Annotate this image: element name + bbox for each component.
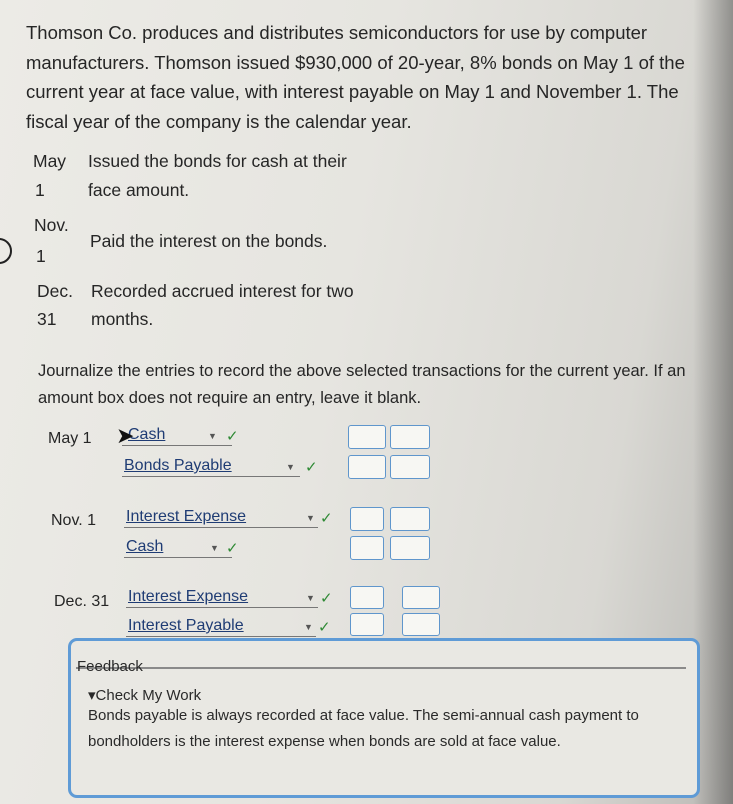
instructions-text: Journalize the entries to record the above selected transactions for the current year. If an amount box does not require an entry, leave it blank.: [38, 362, 686, 407]
debit-account-select[interactable]: [122, 425, 232, 446]
dropdown-arrow-icon: ▼: [306, 513, 315, 523]
check-icon: ✓: [318, 619, 331, 636]
debit-amount-input[interactable]: [350, 536, 384, 560]
debit-account-value: Cash: [128, 426, 166, 443]
tx-description: Issued the bonds for cash at their: [88, 151, 347, 171]
credit-amount-input[interactable]: [390, 536, 430, 560]
tx-description-cont: face amount.: [88, 180, 190, 200]
tx-description: Recorded accrued interest for two: [91, 281, 354, 301]
tx-date-month: Nov.: [34, 215, 69, 235]
tx-date-month: Dec.: [37, 281, 73, 301]
credit-account-select[interactable]: [124, 537, 232, 558]
credit-account-select[interactable]: [126, 616, 316, 637]
tx-description: Paid the interest on the bonds.: [90, 231, 328, 251]
dropdown-arrow-icon: ▼: [286, 462, 295, 472]
credit-account-value: Interest Payable: [128, 617, 244, 634]
debit-account-select[interactable]: [126, 587, 318, 608]
credit-amount-input[interactable]: [390, 425, 430, 449]
credit-amount-input[interactable]: [390, 455, 430, 479]
feedback-divider: [76, 667, 686, 669]
credit-amount-input[interactable]: [402, 586, 440, 609]
check-icon: ✓: [305, 459, 318, 476]
debit-amount-input[interactable]: [350, 507, 384, 531]
dropdown-arrow-icon: ▼: [208, 431, 217, 441]
check-icon: ✓: [320, 510, 333, 527]
debit-amount-input[interactable]: [348, 425, 386, 449]
entry-date: Dec. 31: [54, 593, 110, 610]
mouse-cursor-icon: ➤: [116, 423, 135, 448]
feedback-title: Feedback: [77, 658, 143, 675]
tx-description-cont: months.: [91, 309, 154, 329]
debit-amount-input[interactable]: [350, 586, 384, 609]
check-icon: ✓: [226, 428, 239, 445]
problem-statement: Thomson Co. produces and distributes semiconductors for use by computer manufacturers. Thomson issued $930,000 of 20-year, 8% bonds on May 1 of the current year at face value, with interest payable on May 1 and November 1. The fiscal year of the company is the calendar year.: [26, 22, 685, 132]
debit-amount-input[interactable]: [348, 455, 386, 479]
partial-circle-icon: [0, 238, 12, 264]
debit-account-value: Interest Expense: [126, 508, 247, 525]
entry-date: May 1: [48, 430, 92, 447]
credit-account-value: Cash: [126, 538, 164, 555]
check-icon: ✓: [226, 540, 239, 557]
debit-amount-input[interactable]: [350, 613, 384, 636]
dropdown-arrow-icon: ▼: [304, 622, 313, 632]
credit-amount-input[interactable]: [402, 613, 440, 636]
dropdown-arrow-icon: ▼: [306, 593, 315, 603]
tx-date-day: 1: [36, 246, 46, 266]
entry-date: Nov. 1: [51, 512, 97, 529]
credit-account-value: Bonds Payable: [124, 457, 232, 474]
debit-account-select[interactable]: [124, 507, 318, 528]
debit-account-value: Interest Expense: [128, 588, 249, 605]
credit-account-select[interactable]: [122, 456, 300, 477]
tx-date-month: May: [33, 151, 67, 171]
feedback-text: Bonds payable is always recorded at face value. The semi-annual cash payment to bondholders is the interest expense when bonds are sold at face value.: [88, 707, 639, 750]
tx-date-day: 31: [37, 309, 57, 329]
check-icon: ✓: [320, 590, 333, 607]
credit-amount-input[interactable]: [390, 507, 430, 531]
tx-date-day: 1: [35, 180, 45, 200]
dropdown-arrow-icon: ▼: [210, 543, 219, 553]
check-my-work-toggle[interactable]: ▾Check My Work: [88, 687, 202, 704]
